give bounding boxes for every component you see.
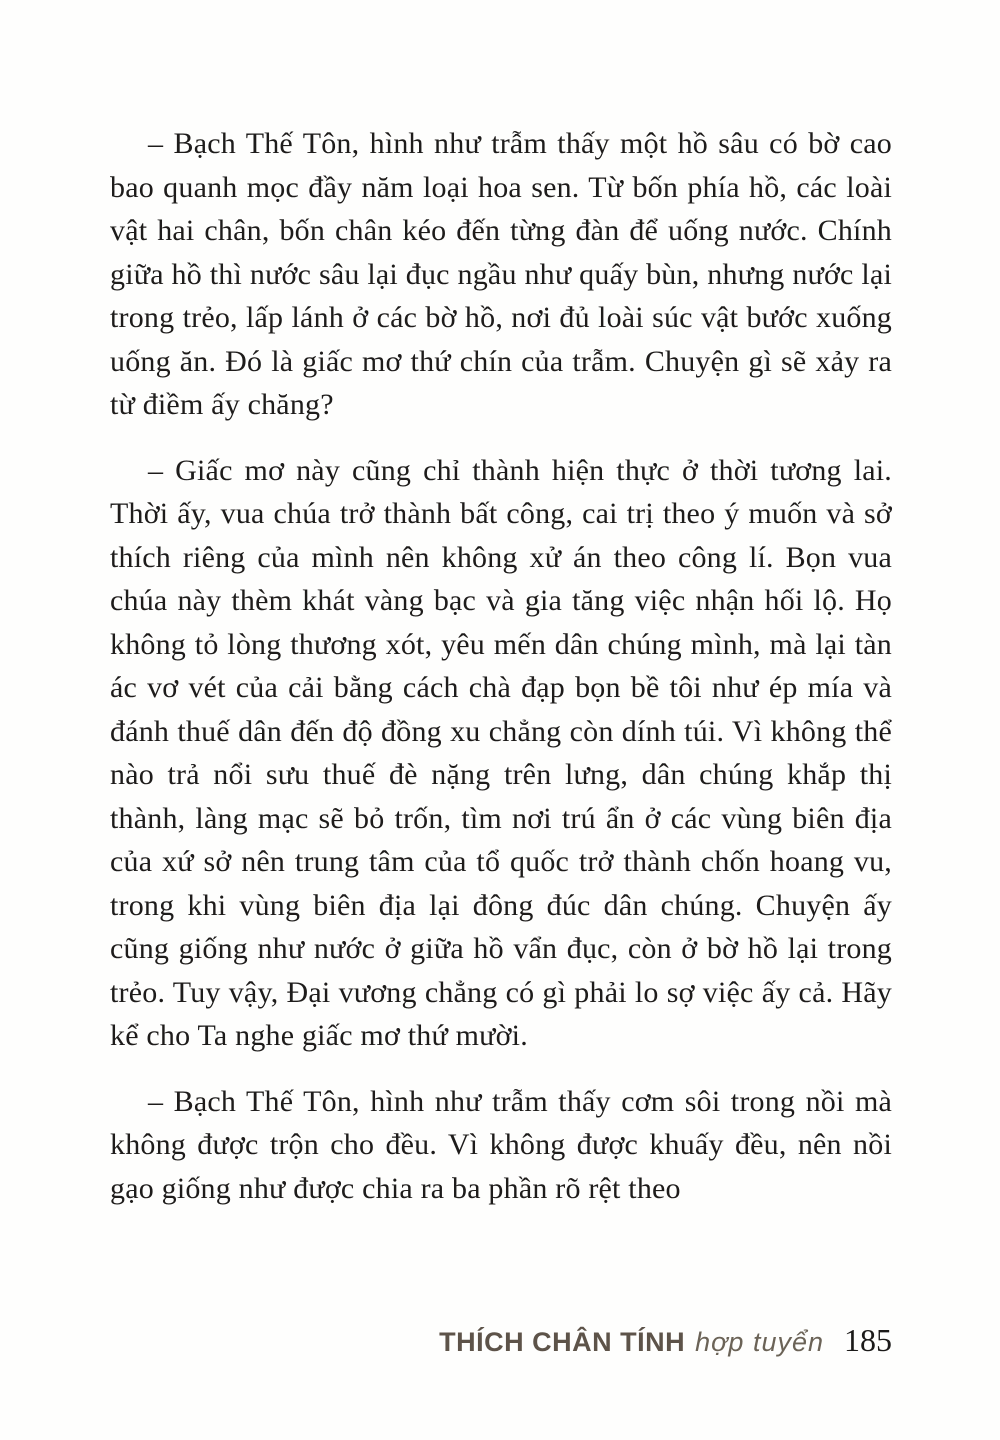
footer-collection-title: hợp tuyển bbox=[695, 1327, 824, 1357]
page-footer bbox=[439, 1322, 892, 1359]
footer-author: THÍCH CHÂN TÍNH bbox=[439, 1327, 686, 1357]
body-paragraph-dream-nine-interpretation: – Giấc mơ này cũng chỉ thành hiện thực ở thời tương lai. Thời ấy, vua chúa trở thành bất công, cai trị theo ý muốn và sở thích riêng của mình nên không xử án theo công lí. Bọn vua chúa này thèm khát vàng bạc và gia tăng việc nhận hối lộ. Họ không tỏ lòng thương xót, yêu mến dân chúng mình, mà lại tàn ác vơ vét của cải bằng cách chà đạp bọn bề tôi như ép mía và đánh thuế dân đến độ đồng xu chẳng còn dính túi. Vì không thể nào trả nổi sưu thuế đè nặng trên lưng, dân chúng khắp thị thành, làng mạc sẽ bỏ trốn, tìm nơi trú ẩn ở các vùng biên địa của xứ sở nên trung tâm của tổ quốc trở thành chốn hoang vu, trong khi vùng biên địa lại đông đúc dân chúng. Chuyện ấy cũng giống như nước ở giữa hồ vẩn đục, còn ở bờ hồ lại trong trẻo. Tuy vậy, Đại vương chẳng có gì phải lo sợ việc ấy cả. Hãy kể cho Ta nghe giấc mơ thứ mười. bbox=[110, 453, 892, 1052]
body-paragraph-dream-nine: – Bạch Thế Tôn, hình như trẫm thấy một hồ sâu có bờ cao bao quanh mọc đầy năm loại hoa sen. Từ bốn phía hồ, các loài vật hai chân, bốn chân kéo đến từng đàn để uống nước. Chính giữa hồ thì nước sâu lại đục ngầu như quấy bùn, nhưng nước lại trong trẻo, lấp lánh ở các bờ hồ, nơi đủ loài súc vật bước xuống uống ăn. Đó là giấc mơ thứ chín của trẫm. Chuyện gì sẽ xảy ra từ điềm ấy chăng? bbox=[110, 127, 892, 421]
body-paragraph-dream-ten: – Bạch Thế Tôn, hình như trẫm thấy cơm sôi trong nồi mà không được trộn cho đều. Vì không được khuấy đều, nên nồi gạo giống như được chia ra ba phần rõ rệt theo bbox=[110, 1084, 892, 1205]
page-body-text bbox=[110, 122, 892, 1232]
page-number: 185 bbox=[844, 1322, 892, 1358]
